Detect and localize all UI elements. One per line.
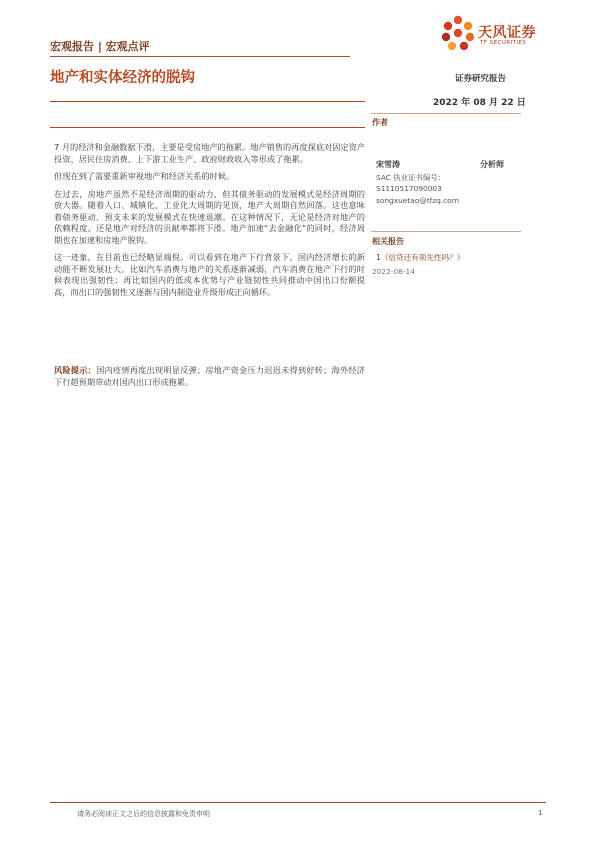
risk-text: 国内疫情再度出现明显反弹；房地产资金压力迟迟未得到好转；海外经济下行超预期带动对国内出口形成拖累。 <box>54 365 365 387</box>
brand-name: 天风证券 <box>478 25 536 41</box>
sidebar-divider <box>371 113 521 114</box>
risk-label: 风险提示： <box>54 365 97 375</box>
author-email[interactable]: songxuetao@tfzq.com <box>376 196 459 205</box>
body-top-divider <box>50 127 365 128</box>
footer-disclaimer: 请务必阅读正文之后的信息披露和免责申明 <box>77 810 210 818</box>
report-type: 证券研究报告 <box>455 74 507 84</box>
related-report-date: 2022-08-14 <box>372 267 415 276</box>
author-role: 分析师 <box>480 160 504 169</box>
risk-warning <box>54 365 365 388</box>
sac-label: SAC 执业证书编号： <box>376 173 445 182</box>
related-divider <box>371 231 521 232</box>
author-name: 宋雪涛 <box>376 160 400 169</box>
page-number: 1 <box>538 809 543 817</box>
report-date: 2022 年 08 月 22 日 <box>433 98 526 108</box>
footer-divider <box>50 802 546 803</box>
related-heading: 相关报告 <box>372 237 404 246</box>
body-paragraph: 这一迹象，在目前也已经略显端倪。可以看到在地产下行背景下，国内经济增长的新动能不断发展壮大。比如汽车消费与地产的关系逐渐减弱，汽车消费在地产下行的时候表现出强韧性；再比如国内的低成本优势与产业链韧性共同推动中国出口份额提高，而出口的强韧性又逐渐与国内制造业升级形成正向循环。 <box>54 252 365 297</box>
body-paragraph: 7 月的经济和金融数据下滑，主要是受房地产的拖累。地产销售的再度探底对固定资产投资、居民住房消费、上下游工业生产、政府财政收入等形成了拖累。 <box>54 142 365 164</box>
title-divider <box>50 101 365 102</box>
report-body <box>54 142 365 304</box>
related-report-link[interactable]: 1《信贷还有领先性吗？》 <box>376 253 465 262</box>
brand-name-en: TF SECURITIES <box>480 40 527 46</box>
body-paragraph: 但现在到了需要重新审视地产和经济关系的时候。 <box>54 171 235 181</box>
header-divider <box>50 56 350 57</box>
body-paragraph: 在过去，房地产虽然不是经济周期的驱动力，但其债务驱动的发展模式是经济周期的放大器。随着人口、城镇化、工业化大周期的见顶，地产大周期自然回落。这也意味着债务驱动、预支未来的发展模式在快速退潮。在这种情况下，无论是经济对地产的依赖程度、还是地产对经济的贡献率都将下滑。地产加速“去金融化”的同时，经济周期也在加速和房地产脱钩。 <box>54 188 365 245</box>
report-title: 地产和实体经济的脱钩 <box>50 70 195 86</box>
tf-logo-icon <box>438 14 478 54</box>
sac-number: S1110517090003 <box>376 184 442 193</box>
author-heading: 作者 <box>372 118 388 127</box>
report-category: 宏观报告 | 宏观点评 <box>50 40 150 53</box>
